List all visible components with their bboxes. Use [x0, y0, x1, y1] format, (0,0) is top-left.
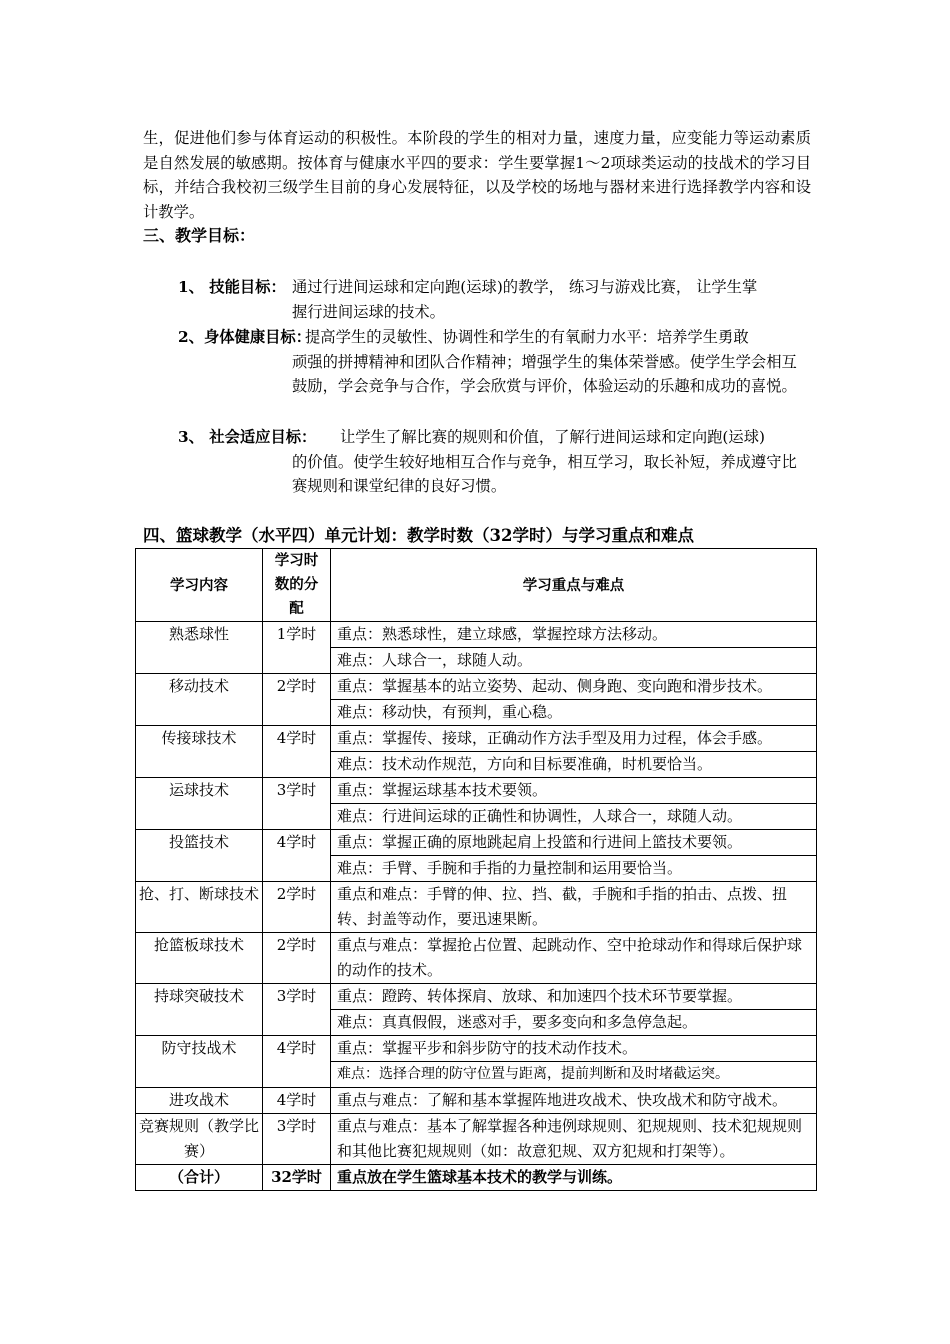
row-content: 进攻战术	[136, 1088, 263, 1114]
row-hours: 3学时	[263, 778, 331, 830]
table-row	[136, 933, 817, 984]
goal-label: 1、 技能目标：	[178, 278, 286, 296]
row-hours: 3学时	[263, 1114, 331, 1165]
goal-text: 的价值。使学生较好地相互合作与竞争，相互学习，取长补短，养成遵守比赛规则和课堂纪律的良好习惯。	[292, 452, 797, 495]
goal-label: 3、 社会适应目标：	[178, 428, 317, 446]
table-row	[136, 1114, 817, 1165]
row-difficulty: 难点：真真假假，迷惑对手，要多变向和多急停急起。	[331, 1010, 817, 1036]
row-key-point: 重点与难点：基本了解掌握各种违例球规则、犯规规则、技术犯规规则和其他比赛犯规规则（如：故意犯规、双方犯规和打架等）。	[331, 1114, 817, 1165]
row-content: 抢篮板球技术	[136, 933, 263, 984]
row-key-point: 重点：掌握正确的原地跳起肩上投篮和行进间上篮技术要领。	[331, 830, 817, 856]
row-difficulty: 难点：移动快，有预判，重心稳。	[331, 700, 817, 726]
unit-plan-table	[135, 548, 817, 1191]
row-hours: 4学时	[263, 1036, 331, 1088]
table-row	[136, 1088, 817, 1114]
table-row	[136, 726, 817, 752]
header-content: 学习内容	[136, 549, 263, 622]
total-content: （合计）	[136, 1165, 263, 1191]
goal-text: 顽强的拼搏精神和团队合作精神；增强学生的集体荣誉感。使学生学会相互鼓励，学会竞争与合作，学会欣赏与评价，体验运动的乐趣和成功的喜悦。	[292, 352, 797, 395]
row-key-point: 重点：掌握运球基本技术要领。	[331, 778, 817, 804]
section-4-heading: 四、篮球教学（水平四）单元计划：教学时数（32学时）与学习重点和难点	[143, 526, 694, 545]
row-hours: 2学时	[263, 674, 331, 726]
row-hours: 4学时	[263, 1088, 331, 1114]
table-row	[136, 1036, 817, 1062]
row-difficulty: 难点：手臂、手腕和手指的力量控制和运用要恰当。	[331, 856, 817, 882]
row-content: 抢、打、断球技术	[136, 882, 263, 933]
intro-paragraph: 生，促进他们参与体育运动的积极性。本阶段的学生的相对力量，速度力量，应变能力等运动素质是自然发展的敏感期。按体育与健康水平四的要求：学生要掌握1～2项球类运动的技战术的学习目标，并结合我校初三级学生目前的身心发展特征，以及学校的场地与器材来进行选择教学内容和设计教学。	[143, 129, 811, 221]
row-difficulty: 难点：技术动作规范，方向和目标要准确，时机要恰当。	[331, 752, 817, 778]
row-difficulty: 难点：选择合理的防守位置与距离，提前判断和及时堵截运突。	[331, 1062, 817, 1088]
row-key-point: 重点：掌握传、接球，正确动作方法手型及用力过程，体会手感。	[331, 726, 817, 752]
goal-text: 握行进间运球的技术。	[292, 302, 445, 321]
table-header-row	[136, 549, 817, 622]
row-content: 传接球技术	[136, 726, 263, 778]
table-row	[136, 882, 817, 933]
row-content: 持球突破技术	[136, 984, 263, 1036]
goal-label: 2、身体健康目标：	[178, 328, 312, 346]
row-difficulty: 难点：人球合一，球随人动。	[331, 648, 817, 674]
header-hours: 学习时数的分配	[263, 549, 331, 622]
row-content: 竞赛规则（教学比赛）	[136, 1114, 263, 1165]
table-total-row	[136, 1165, 817, 1191]
row-hours: 1学时	[263, 622, 331, 674]
table-row	[136, 984, 817, 1010]
row-key-point: 重点与难点：了解和基本掌握阵地进攻战术、快攻战术和防守战术。	[331, 1088, 817, 1114]
row-content: 投篮技术	[136, 830, 263, 882]
row-key-point: 重点与难点：掌握抢占位置、起跳动作、空中抢球动作和得球后保护球的动作的技术。	[331, 933, 817, 984]
row-difficulty: 难点：行进间运球的正确性和协调性，人球合一，球随人动。	[331, 804, 817, 830]
table-row	[136, 674, 817, 700]
row-key-point: 重点：掌握平步和斜步防守的技术动作技术。	[331, 1036, 817, 1062]
row-content: 防守技战术	[136, 1036, 263, 1088]
goal-text-first-line: 通过行进间运球和定向跑(运球)的教学， 练习与游戏比赛， 让学生掌	[292, 278, 758, 296]
row-content: 移动技术	[136, 674, 263, 726]
table-row	[136, 778, 817, 804]
goal-text-first-line: 提高学生的灵敏性、协调性和学生的有氧耐力水平：培养学生勇敢	[305, 328, 749, 346]
row-key-point: 重点和难点：手臂的伸、拉、挡、截，手腕和手指的拍击、点拨、扭转、封盖等动作，要迅速果断。	[331, 882, 817, 933]
row-hours: 4学时	[263, 830, 331, 882]
section-3-heading: 三、教学目标：	[143, 226, 256, 245]
header-focus: 学习重点与难点	[331, 549, 817, 622]
row-hours: 2学时	[263, 882, 331, 933]
goal-text-first-line: 让学生了解比赛的规则和价值，了解行进间运球和定向跑(运球)	[340, 428, 765, 446]
total-hours: 32学时	[263, 1165, 331, 1191]
row-key-point: 重点：熟悉球性，建立球感，掌握控球方法移动。	[331, 622, 817, 648]
row-hours: 3学时	[263, 984, 331, 1036]
row-key-point: 重点：蹬跨、转体探肩、放球、和加速四个技术环节要掌握。	[331, 984, 817, 1010]
total-focus: 重点放在学生篮球基本技术的教学与训练。	[331, 1165, 817, 1191]
row-content: 运球技术	[136, 778, 263, 830]
row-content: 熟悉球性	[136, 622, 263, 674]
row-hours: 2学时	[263, 933, 331, 984]
table-row	[136, 830, 817, 856]
row-key-point: 重点：掌握基本的站立姿势、起动、侧身跑、变向跑和滑步技术。	[331, 674, 817, 700]
table-row	[136, 622, 817, 648]
row-hours: 4学时	[263, 726, 331, 778]
